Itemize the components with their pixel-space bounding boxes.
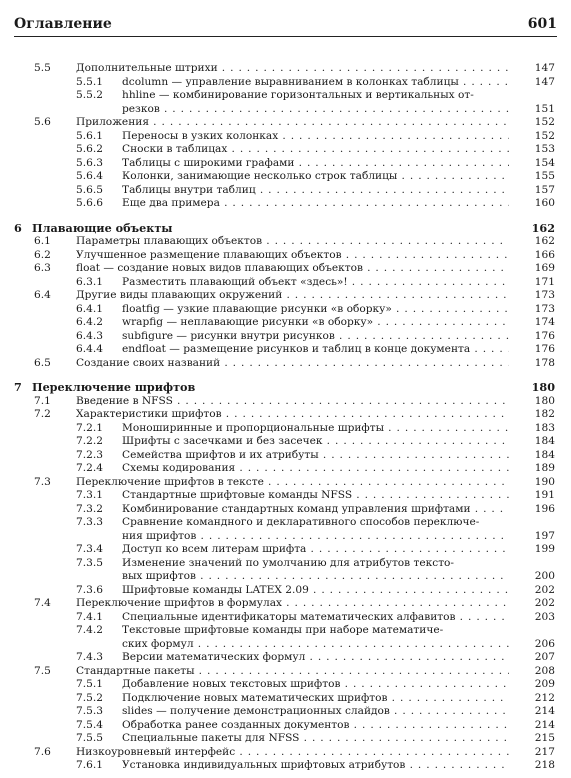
toc-entry-title: Сравнение командного и декларативного способов переключе- (122, 516, 480, 528)
toc-entry-number: 5.5 (34, 62, 51, 74)
toc-entry-page: 155 (534, 170, 555, 182)
toc-entry-page: 190 (534, 475, 555, 488)
toc-entry-title: slides — получение демонстрационных слайдов . . . (122, 705, 509, 719)
toc-entry-page: 176 (534, 329, 555, 342)
toc-entry-title: Переключение шрифтов в тексте . . . (76, 476, 509, 490)
toc-subsection-row[interactable] (14, 719, 555, 733)
toc-entry-number: 7.3 (34, 475, 51, 488)
toc-entry-title: Создание своих названий . . . (76, 357, 509, 371)
toc-subsection-row[interactable] (14, 316, 555, 330)
toc-section-row[interactable] (14, 395, 555, 409)
toc-entry-page: 178 (534, 356, 555, 369)
toc-entry-number: 7.2.4 (76, 462, 103, 474)
toc-entry-title: Приложения . . . (76, 116, 509, 130)
toc-entry-title: Параметры плавающих объектов . . . (76, 235, 509, 249)
toc-subsection-row[interactable] (14, 651, 555, 665)
toc-entry-title: Установка индивидуальных шрифтовых атрибутов . . . (122, 759, 509, 773)
toc-entry-number: 5.6 (34, 116, 51, 128)
toc-subsection-row[interactable] (14, 624, 555, 638)
toc-entry-title: Введение в NFSS . . . (76, 395, 509, 409)
toc-entry-page: 157 (534, 183, 555, 196)
toc-subsection-row[interactable] (14, 732, 555, 746)
toc-entry-number: 7 (14, 380, 22, 394)
toc-subsection-row[interactable] (14, 303, 555, 317)
toc-entry-number: 7.3.4 (76, 543, 103, 555)
toc-entry-number: 7.4.3 (76, 651, 103, 663)
toc-entry-title: dcolumn — управление выравниванием в колонках таблицы . . . (122, 76, 509, 90)
toc-entry-page: 217 (534, 745, 555, 758)
toc-subsection-row[interactable] (14, 705, 555, 719)
toc-entry-page: 152 (534, 129, 555, 142)
toc-entry-page: 214 (534, 718, 555, 731)
toc-entry-page: 152 (534, 116, 555, 128)
toc-entry-title: Низкоуровневый интерфейс . . . (76, 746, 509, 760)
toc-entry-title: Доступ ко всем литерам шрифта . . . (122, 543, 509, 557)
toc-subsection-row[interactable] (14, 584, 555, 598)
toc-subsection-row[interactable] (14, 130, 555, 144)
toc-chapter-row[interactable] (14, 381, 555, 395)
toc-subsection-row[interactable] (14, 543, 555, 557)
toc-entry-title: Дополнительные штрихи . . . (76, 62, 509, 76)
toc-entry-page: 169 (534, 262, 555, 274)
toc-subsection-row[interactable] (14, 516, 555, 530)
toc-entry-title: Добавление новых текстовых шрифтов . . . (122, 678, 509, 692)
toc-section-row[interactable] (14, 289, 555, 303)
toc-entry-page: 196 (534, 502, 555, 515)
toc-entry-page: 212 (534, 691, 555, 704)
toc-entry-page: 174 (534, 316, 555, 328)
toc-entry-number: 7.5.2 (76, 691, 103, 704)
toc-entry-page: 209 (534, 678, 555, 690)
toc-subsection-row[interactable] (14, 276, 555, 290)
toc-entry-page: 184 (534, 435, 555, 447)
toc-section-row[interactable] (14, 476, 555, 490)
toc-entry-page: 200 (534, 570, 555, 582)
toc-entry-title: hhline — комбинирование горизонтальных и вертикальных от- (122, 89, 474, 101)
toc-entry-number: 5.5.2 (76, 89, 103, 101)
toc-section-row[interactable] (14, 665, 555, 679)
toc-subsection-row[interactable] (14, 435, 555, 449)
toc-entry-title: Шрифтовые команды LATEX 2.09 . . . (122, 584, 509, 598)
toc-entry-page: 173 (534, 289, 555, 301)
toc-entry-page: 182 (534, 408, 555, 420)
toc-entry-number: 7.3.3 (76, 516, 103, 528)
toc-section-row[interactable] (14, 746, 555, 760)
toc-chapter-row[interactable] (14, 222, 555, 236)
toc-subsection-row[interactable] (14, 638, 555, 652)
toc-entry-number: 5.5.1 (76, 75, 103, 88)
toc-subsection-row[interactable] (14, 143, 555, 157)
toc-entry-number: 6.1 (34, 235, 51, 247)
toc-subsection-row[interactable] (14, 330, 555, 344)
toc-entry-number: 7.5.4 (76, 718, 103, 731)
toc-entry-title: Плавающие объекты (32, 221, 173, 235)
toc-entry-title: Изменение значений по умолчанию для атрибутов тексто- (122, 556, 455, 569)
toc-entry-page: 206 (534, 637, 555, 650)
toc-section-row[interactable] (14, 249, 555, 263)
toc-subsection-row[interactable] (14, 103, 555, 117)
toc-entry-page: 202 (534, 597, 555, 609)
toc-entry-title: ских формул . . . (122, 638, 509, 652)
toc-entry-title: резков . . . (122, 103, 509, 117)
toc-entry-page: 191 (534, 489, 555, 501)
toc-subsection-row[interactable] (14, 170, 555, 184)
toc-subsection-row[interactable] (14, 530, 555, 544)
toc-entry-number: 7.2.3 (76, 448, 103, 461)
toc-entry-title: Семейства шрифтов и их атрибуты . . . (122, 449, 509, 463)
toc-entry-number: 7.6 (34, 745, 51, 758)
toc-entry-number: 7.4 (34, 597, 51, 609)
toc-subsection-row[interactable] (14, 611, 555, 625)
toc-entry-number: 5.6.6 (76, 197, 103, 209)
toc-subsection-row[interactable] (14, 489, 555, 503)
toc-section-row[interactable] (14, 62, 555, 76)
toc-entry-page: 166 (534, 248, 555, 261)
toc-entry-title: Версии математических формул . . . (122, 651, 509, 665)
toc-subsection-row[interactable] (14, 678, 555, 692)
toc-entry-number: 5.6.2 (76, 143, 103, 155)
toc-entry-page: 180 (531, 380, 555, 394)
toc-entry-title: Стандартные пакеты . . . (76, 665, 509, 679)
toc-section-row[interactable] (14, 116, 555, 130)
toc-entry-number: 6 (14, 220, 22, 235)
table-of-contents (14, 62, 555, 773)
toc-entry-title: Схемы кодирования . . . (122, 462, 509, 476)
toc-subsection-row[interactable] (14, 759, 555, 773)
toc-entry-title: Комбинирование стандартных команд управления шрифтами . . . (122, 503, 509, 517)
toc-entry-page: 153 (534, 143, 555, 155)
toc-subsection-row[interactable] (14, 157, 555, 171)
toc-section-row[interactable] (14, 597, 555, 611)
toc-entry-title: endfloat — размещение рисунков и таблиц в конце документа . . . (122, 343, 509, 357)
toc-entry-page: 214 (534, 705, 555, 717)
toc-subsection-row[interactable] (14, 503, 555, 517)
toc-entry-number: 6.3.1 (76, 275, 103, 288)
toc-subsection-row[interactable] (14, 343, 555, 357)
page-title: Оглавление (14, 16, 112, 32)
toc-entry-page: 147 (534, 62, 555, 74)
toc-entry-title: Стандартные шрифтовые команды NFSS . . . (122, 489, 509, 503)
toc-entry-page: 162 (534, 235, 555, 247)
toc-entry-number: 7.3.6 (76, 583, 103, 596)
toc-entry-title: floatfig — узкие плавающие рисунки «в оборку» . . . (122, 303, 509, 317)
toc-entry-title: Специальные пакеты для NFSS . . . (122, 732, 509, 746)
toc-entry-page: 184 (534, 448, 555, 461)
toc-entry-number: 6.4 (34, 289, 51, 301)
toc-entry-title: вых шрифтов . . . (122, 570, 509, 584)
toc-entry-title: Таблицы внутри таблиц . . . (122, 184, 509, 198)
toc-entry-number: 7.4.1 (76, 610, 103, 623)
toc-entry-title: Таблицы с широкими графами . . . (122, 157, 509, 171)
toc-entry-title: Шрифты с засечками и без засечек . . . (122, 435, 509, 449)
toc-entry-title: Переключение шрифтов в формулах . . . (76, 597, 509, 611)
toc-entry-number: 6.2 (34, 248, 51, 261)
toc-entry-title: Характеристики шрифтов . . . (76, 408, 509, 422)
toc-entry-page: 162 (531, 220, 555, 235)
toc-entry-title: Обработка ранее созданных документов . . . (122, 719, 509, 733)
toc-entry-number: 7.5 (34, 664, 51, 677)
toc-subsection-row[interactable] (14, 89, 555, 103)
toc-entry-page: 183 (534, 421, 555, 434)
toc-subsection-row[interactable] (14, 184, 555, 198)
toc-entry-page: 160 (534, 197, 555, 209)
toc-entry-title: wrapfig — неплавающие рисунки «в оборку» . . . (122, 316, 509, 330)
toc-entry-title: ния шрифтов . . . (122, 530, 509, 544)
toc-entry-number: 7.1 (34, 394, 51, 407)
toc-entry-number: 7.3.1 (76, 489, 103, 501)
toc-entry-number: 6.4.3 (76, 329, 103, 342)
toc-entry-page: 203 (534, 610, 555, 623)
toc-entry-title: Текстовые шрифтовые команды при наборе математиче- (122, 624, 444, 636)
toc-entry-title: Еще два примера . . . (122, 197, 509, 211)
toc-section-row[interactable] (14, 408, 555, 422)
toc-entry-page: 189 (534, 462, 555, 474)
toc-section-row[interactable] (14, 262, 555, 276)
toc-entry-number: 7.2.2 (76, 435, 103, 447)
toc-subsection-row[interactable] (14, 197, 555, 211)
toc-entry-page: 147 (534, 75, 555, 88)
toc-entry-title: Улучшенное размещение плавающих объектов . . . (76, 249, 509, 263)
toc-entry-title: Переносы в узких колонках . . . (122, 130, 509, 144)
toc-entry-number: 7.5.5 (76, 732, 103, 744)
toc-entry-page: 154 (534, 156, 555, 169)
toc-entry-number: 7.4.2 (76, 624, 103, 636)
toc-entry-page: 208 (534, 664, 555, 677)
toc-entry-page: 171 (534, 275, 555, 288)
toc-entry-number: 5.6.4 (76, 170, 103, 182)
running-header (14, 14, 557, 37)
toc-entry-page: 207 (534, 651, 555, 663)
toc-entry-title: Другие виды плавающих окружений . . . (76, 289, 509, 303)
toc-entry-number: 6.4.4 (76, 343, 103, 355)
toc-entry-title: Разместить плавающий объект «здесь»! . . . (122, 276, 509, 290)
toc-subsection-row[interactable] (14, 557, 555, 571)
toc-entry-number: 7.2.1 (76, 421, 103, 434)
toc-entry-number: 7.5.3 (76, 705, 103, 717)
toc-entry-number: 6.3 (34, 262, 51, 274)
toc-entry-number: 7.6.1 (76, 759, 103, 771)
toc-entry-page: 202 (534, 583, 555, 596)
toc-entry-page: 173 (534, 302, 555, 315)
toc-entry-page: 197 (534, 529, 555, 542)
toc-section-row[interactable] (14, 357, 555, 371)
toc-entry-number: 6.4.1 (76, 302, 103, 315)
toc-subsection-row[interactable] (14, 692, 555, 706)
toc-entry-number: 7.2 (34, 408, 51, 420)
toc-entry-title: Колонки, занимающие несколько строк таблицы . . . (122, 170, 509, 184)
toc-entry-page: 215 (534, 732, 555, 744)
toc-entry-number: 5.6.3 (76, 156, 103, 169)
toc-entry-title: Переключение шрифтов (32, 381, 196, 394)
toc-entry-title: Специальные идентификаторы математических алфавитов . . . (122, 611, 509, 625)
toc-subsection-row[interactable] (14, 570, 555, 584)
toc-entry-title: Подключение новых математических шрифтов . . . (122, 692, 509, 706)
toc-entry-number: 7.3.5 (76, 556, 103, 569)
toc-subsection-row[interactable] (14, 462, 555, 476)
toc-entry-page: 176 (534, 343, 555, 355)
toc-entry-number: 5.6.5 (76, 183, 103, 196)
toc-subsection-row[interactable] (14, 422, 555, 436)
toc-entry-page: 218 (534, 759, 555, 771)
toc-entry-number: 7.3.2 (76, 502, 103, 515)
toc-entry-number: 7.5.1 (76, 678, 103, 690)
toc-entry-page: 199 (534, 543, 555, 555)
toc-section-row[interactable] (14, 235, 555, 249)
toc-subsection-row[interactable] (14, 449, 555, 463)
toc-entry-page: 151 (534, 102, 555, 115)
toc-entry-number: 5.6.1 (76, 129, 103, 142)
toc-entry-title: float — создание новых видов плавающих объектов . . . (76, 262, 509, 276)
toc-entry-title: subfigure — рисунки внутри рисунков . . . (122, 330, 509, 344)
toc-entry-number: 6.5 (34, 356, 51, 369)
toc-entry-title: Моноширинные и пропорциональные шрифты . . . (122, 422, 509, 436)
toc-entry-number: 6.4.2 (76, 316, 103, 328)
page-number: 601 (527, 16, 557, 32)
toc-subsection-row[interactable] (14, 76, 555, 90)
toc-entry-title: Сноски в таблицах . . . (122, 143, 509, 157)
toc-entry-page: 180 (534, 394, 555, 407)
